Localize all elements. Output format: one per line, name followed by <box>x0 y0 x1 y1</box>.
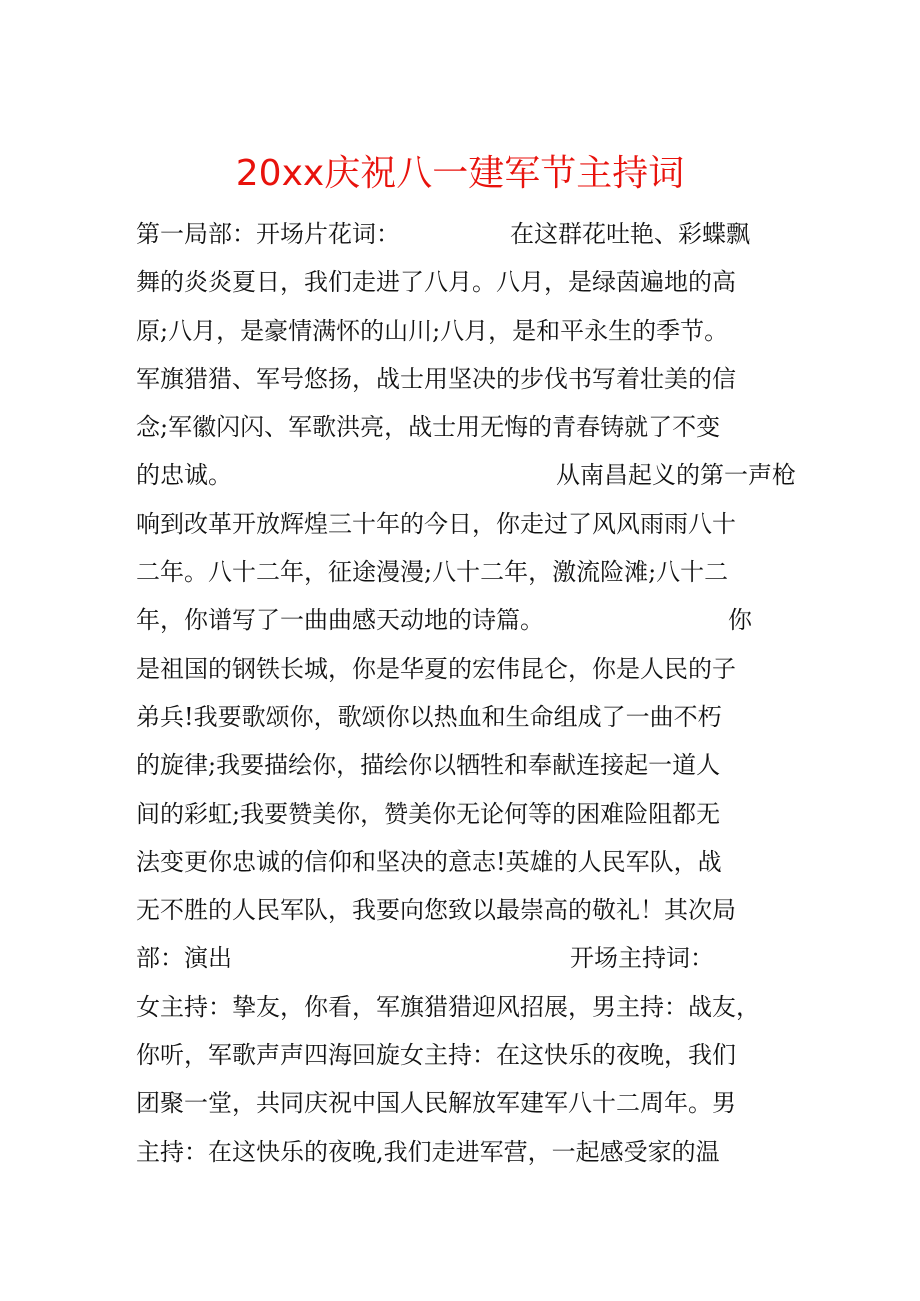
text-segment: 在这群花吐艳、彩蝶飘 <box>510 220 750 248</box>
text-segment: 主持：在这快乐的夜晚,我们走进军营，一起感受家的温 <box>136 1137 720 1166</box>
text-line <box>136 355 796 403</box>
text-line <box>136 741 796 789</box>
text-segment: 二年。八十二年，征途漫漫;八十二年，激流险滩;八十二 <box>136 558 729 587</box>
text-segment: 无不胜的人民军队，我要向您致以最崇高的敬礼！其次局 <box>136 896 736 925</box>
document-body <box>136 210 796 1176</box>
text-segment: 是祖国的钢铁长城，你是华夏的宏伟昆仑，你是人民的子 <box>136 654 736 683</box>
text-segment: 的旋律;我要描绘你，描绘你以牺牲和奉献连接起一道人 <box>136 751 721 780</box>
spacer <box>232 451 556 499</box>
text-segment: 从南昌起义的第一声枪 <box>556 461 796 490</box>
text-line <box>136 500 796 548</box>
text-segment: 间的彩虹;我要赞美你，赞美你无论何等的困难险阻都无 <box>136 799 721 828</box>
text-segment: 你听，军歌声声四海回旋女主持：在这快乐的夜晚，我们 <box>136 1041 736 1070</box>
text-line <box>136 1079 796 1127</box>
text-segment: 法变更你忠诚的信仰和坚决的意志!英雄的人民军队，战 <box>136 847 722 876</box>
text-line <box>136 210 796 258</box>
text-segment: 军旗猎猎、军号悠扬，战士用坚决的步伐书写着壮美的信 <box>136 364 736 393</box>
spacer <box>400 210 510 258</box>
text-segment: 响到改革开放辉煌三十年的今日，你走过了风风雨雨八十 <box>136 509 736 538</box>
text-line <box>136 790 796 838</box>
text-line <box>136 548 796 596</box>
text-segment: 弟兵!我要歌颂你，歌颂你以热血和生命组成了一曲不朽 <box>136 702 722 731</box>
spacer <box>232 934 570 982</box>
text-segment: 团聚一堂，共同庆祝中国人民解放军建军八十二周年。男 <box>136 1089 736 1118</box>
text-line <box>136 403 796 451</box>
text-line <box>136 307 796 355</box>
text-segment: 第一局部：开场片花词： <box>136 220 400 248</box>
text-segment: 女主持：挚友，你看，军旗猎猎迎风招展，男主持：战友， <box>136 992 760 1021</box>
text-segment: 部：演出 <box>136 944 232 973</box>
text-segment: 念;军徽闪闪、军歌洪亮，战士用无悔的青春铸就了不变 <box>136 413 721 442</box>
document-title: 20xx庆祝八一建军节主持词 <box>235 153 685 194</box>
text-segment: 开场主持词： <box>570 944 714 973</box>
text-segment: 舞的炎炎夏日，我们走进了八月。八月，是绿茵遍地的高 <box>136 268 736 297</box>
text-line <box>136 886 796 934</box>
text-line <box>136 1128 796 1176</box>
text-segment: 你 <box>728 606 752 635</box>
text-segment: 的忠诚。 <box>136 461 232 490</box>
text-segment: 原;八月，是豪情满怀的山川;八月，是和平永生的季节。 <box>136 316 729 345</box>
text-line <box>136 1031 796 1079</box>
text-line <box>136 693 796 741</box>
text-line <box>136 645 796 693</box>
text-line <box>136 451 796 499</box>
text-line <box>136 934 796 982</box>
text-line <box>136 838 796 886</box>
text-segment: 年，你谱写了一曲曲感天动地的诗篇。 <box>136 606 544 635</box>
spacer <box>544 596 728 644</box>
text-line <box>136 983 796 1031</box>
text-line <box>136 596 796 644</box>
text-line <box>136 258 796 306</box>
